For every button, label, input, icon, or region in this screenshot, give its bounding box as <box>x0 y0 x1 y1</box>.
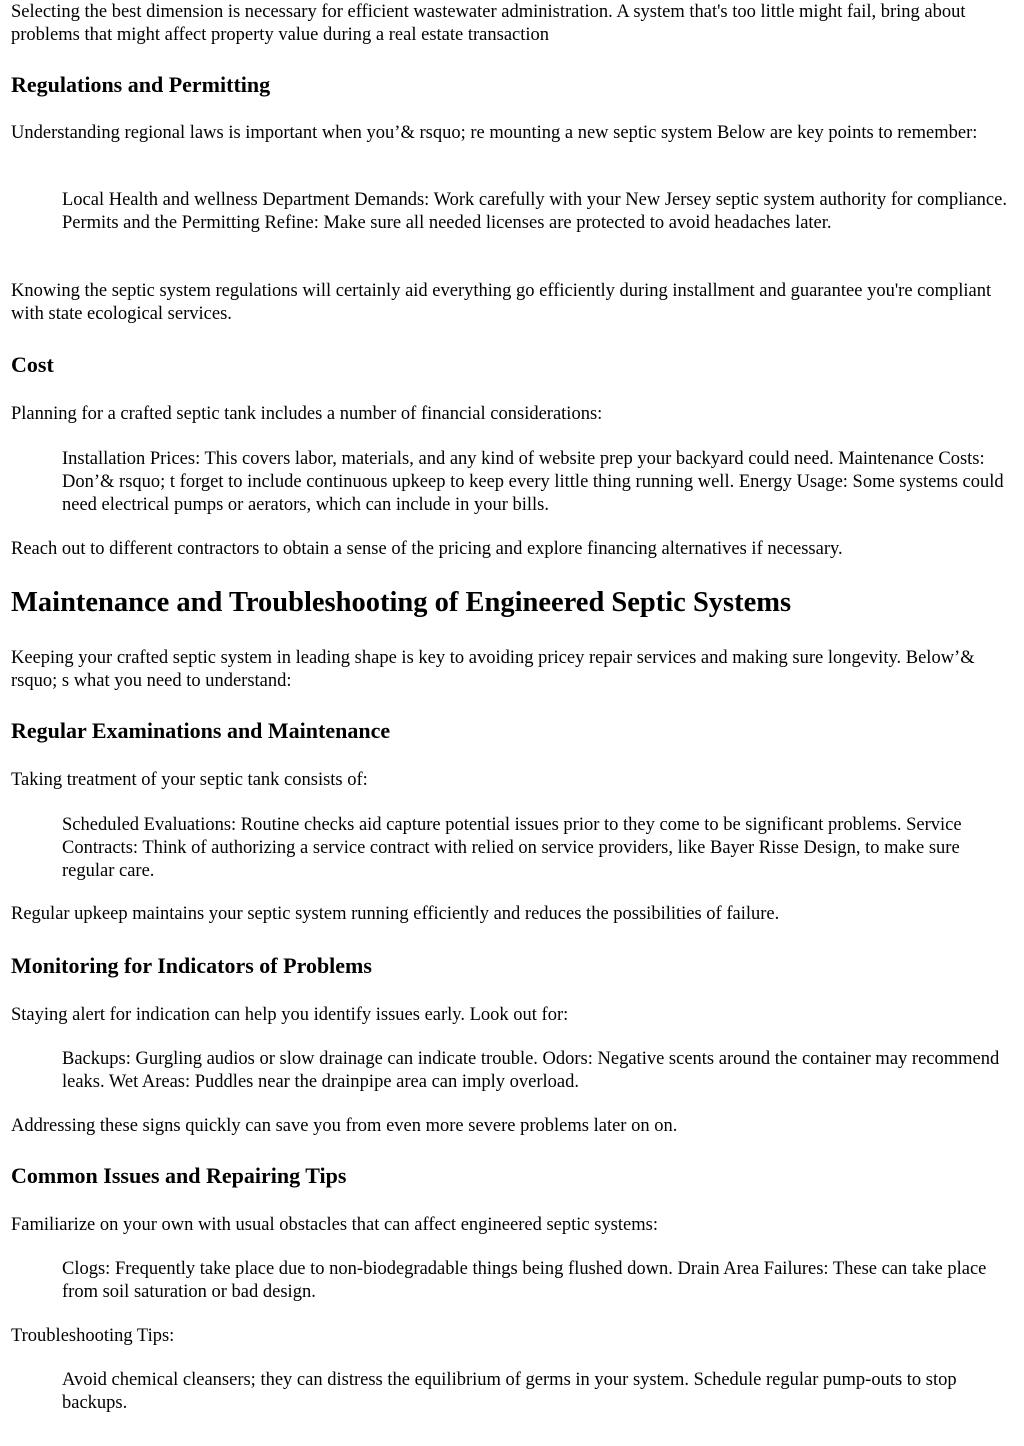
monitoring-outro-paragraph: Addressing these signs quickly can save you from even more severe problems later on on. <box>11 1116 678 1136</box>
regular-exams-intro-paragraph: Taking treatment of your septic tank consists of: <box>11 770 368 790</box>
regular-exams-heading: Regular Examinations and Maintenance <box>11 718 391 743</box>
monitoring-blockquote: Backups: Gurgling audios or slow drainage can indicate trouble. Odors: Negative scents around the container may recommend leaks. Wet Areas: Puddles near the drainpipe area can imply overload. <box>62 1049 1000 1092</box>
common-issues-blockquote: Clogs: Frequently take place due to non-biodegradable things being flushed down. Drain Area Failures: These can take place from soil saturation or bad design. <box>62 1259 987 1302</box>
cost-outro-paragraph: Reach out to different contractors to obtain a sense of the pricing and explore financing alternatives if necessary. <box>11 539 843 559</box>
regulations-outro-paragraph: Knowing the septic system regulations will certainly aid everything go efficiently during installment and guarantee you're compliant with state ecological services. <box>11 281 992 324</box>
cost-blockquote: Installation Prices: This covers labor, materials, and any kind of website prep your backyard could need. Maintenance Costs: Don’& rsquo; t forget to include continuous upkeep to keep every little thing running well. Energy Usage: Some systems could need electrical pumps or aerators, which can include in your bills. <box>62 449 1004 515</box>
regular-exams-outro-paragraph: Regular upkeep maintains your septic system running efficiently and reduces the possibilities of failure. <box>11 904 780 924</box>
troubleshooting-tips-blockquote: Avoid chemical cleansers; they can distress the equilibrium of germs in your system. Schedule regular pump-outs to stop backups. <box>62 1370 957 1413</box>
regular-exams-blockquote: Scheduled Evaluations: Routine checks aid capture potential issues prior to they come to be significant problems. Service Contracts: Think of authorizing a service contract with relied on service providers, like Bayer Risse Design, to make sure regular care. <box>62 815 962 881</box>
cost-intro-paragraph: Planning for a crafted septic tank includes a number of financial considerations: <box>11 404 603 424</box>
maintenance-section-title: Maintenance and Troubleshooting of Engineered Septic Systems <box>11 587 792 618</box>
regulations-blockquote: Local Health and wellness Department Demands: Work carefully with your New Jersey septic system authority for compliance. Permits and the Permitting Refine: Make sure all needed licenses are protected to avoid headaches later. <box>62 190 1007 233</box>
regulations-heading: Regulations and Permitting <box>11 72 271 97</box>
cost-heading: Cost <box>11 352 54 377</box>
troubleshooting-tips-label: Troubleshooting Tips: <box>11 1326 175 1346</box>
regulations-intro-paragraph: Understanding regional laws is important when you’& rsquo; re mounting a new septic system Below are key points to remember: <box>11 123 978 143</box>
common-issues-heading: Common Issues and Repairing Tips <box>11 1163 347 1188</box>
common-issues-intro-paragraph: Familiarize on your own with usual obstacles that can affect engineered septic systems: <box>11 1215 658 1235</box>
intro-tail-paragraph: Selecting the best dimension is necessary for efficient wastewater administration. A system that's too little might fail, bring about problems that might affect property value during a real estate transaction <box>11 2 966 45</box>
monitoring-heading: Monitoring for Indicators of Problems <box>11 953 372 978</box>
maintenance-intro-paragraph: Keeping your crafted septic system in leading shape is key to avoiding pricey repair services and making sure longevity. Below’& rsquo; s what you need to understand: <box>11 648 975 691</box>
monitoring-intro-paragraph: Staying alert for indication can help you identify issues early. Look out for: <box>11 1005 569 1025</box>
